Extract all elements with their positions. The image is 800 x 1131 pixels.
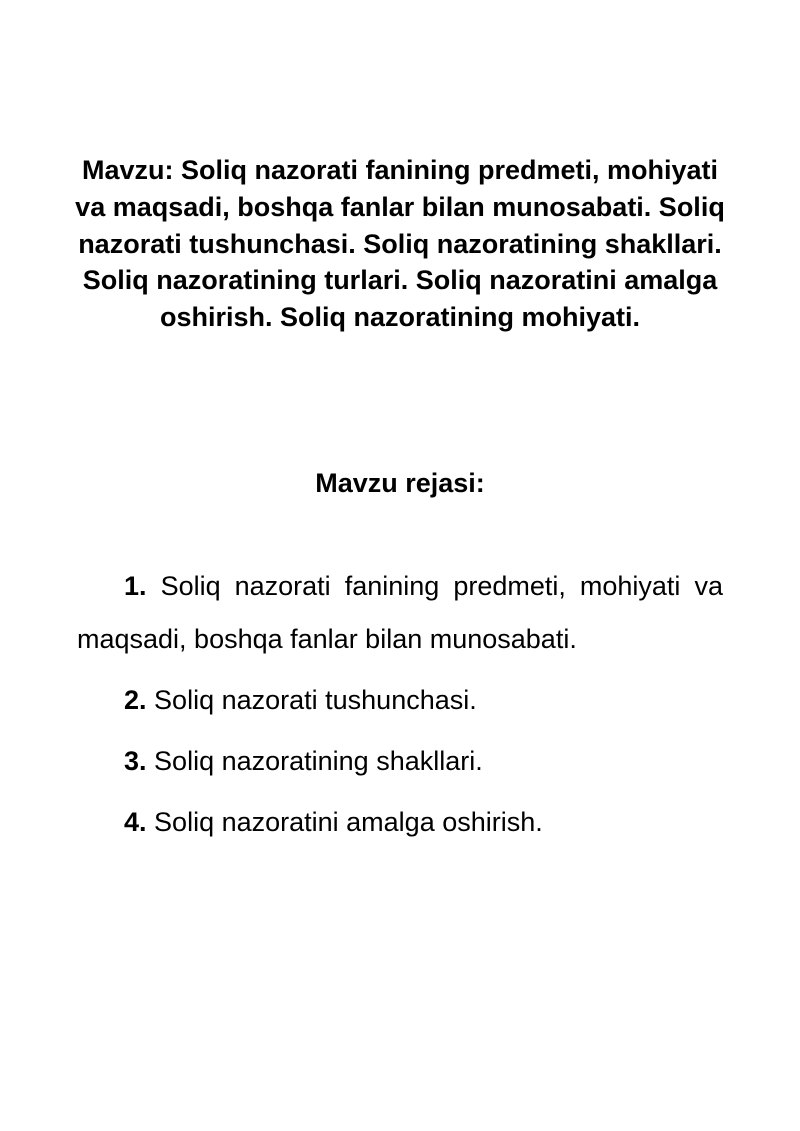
plan-item-number: 4. bbox=[124, 807, 147, 837]
plan-item bbox=[77, 560, 723, 666]
plan-item-text: Soliq nazoratini amalga oshirish. bbox=[154, 807, 543, 837]
plan-item-number: 3. bbox=[124, 746, 147, 776]
plan-item bbox=[77, 796, 723, 849]
plan-item bbox=[77, 735, 723, 788]
plan-item-text: Soliq nazoratining shakllari. bbox=[154, 746, 483, 776]
plan-heading: Mavzu rejasi: bbox=[315, 468, 485, 498]
plan-item-number: 1. bbox=[124, 571, 147, 601]
plan-list bbox=[77, 560, 723, 857]
plan-item bbox=[77, 674, 723, 727]
document-title: Mavzu: Soliq nazorati fanining predmeti, mohiyati va maqsadi, boshqa fanlar bilan munosabati. Soliq nazorati tushunchasi. Soliq nazoratining shakllari. Soliq nazoratining turlari. Soliq nazoratini amalga oshirish. Soliq nazoratining mohiyati. bbox=[75, 155, 725, 333]
plan-item-number: 2. bbox=[124, 685, 147, 715]
plan-item-text: Soliq nazorati fanining predmeti, mohiyati va maqsadi, boshqa fanlar bilan munosabati. bbox=[77, 571, 723, 654]
plan-item-text: Soliq nazorati tushunchasi. bbox=[154, 685, 477, 715]
